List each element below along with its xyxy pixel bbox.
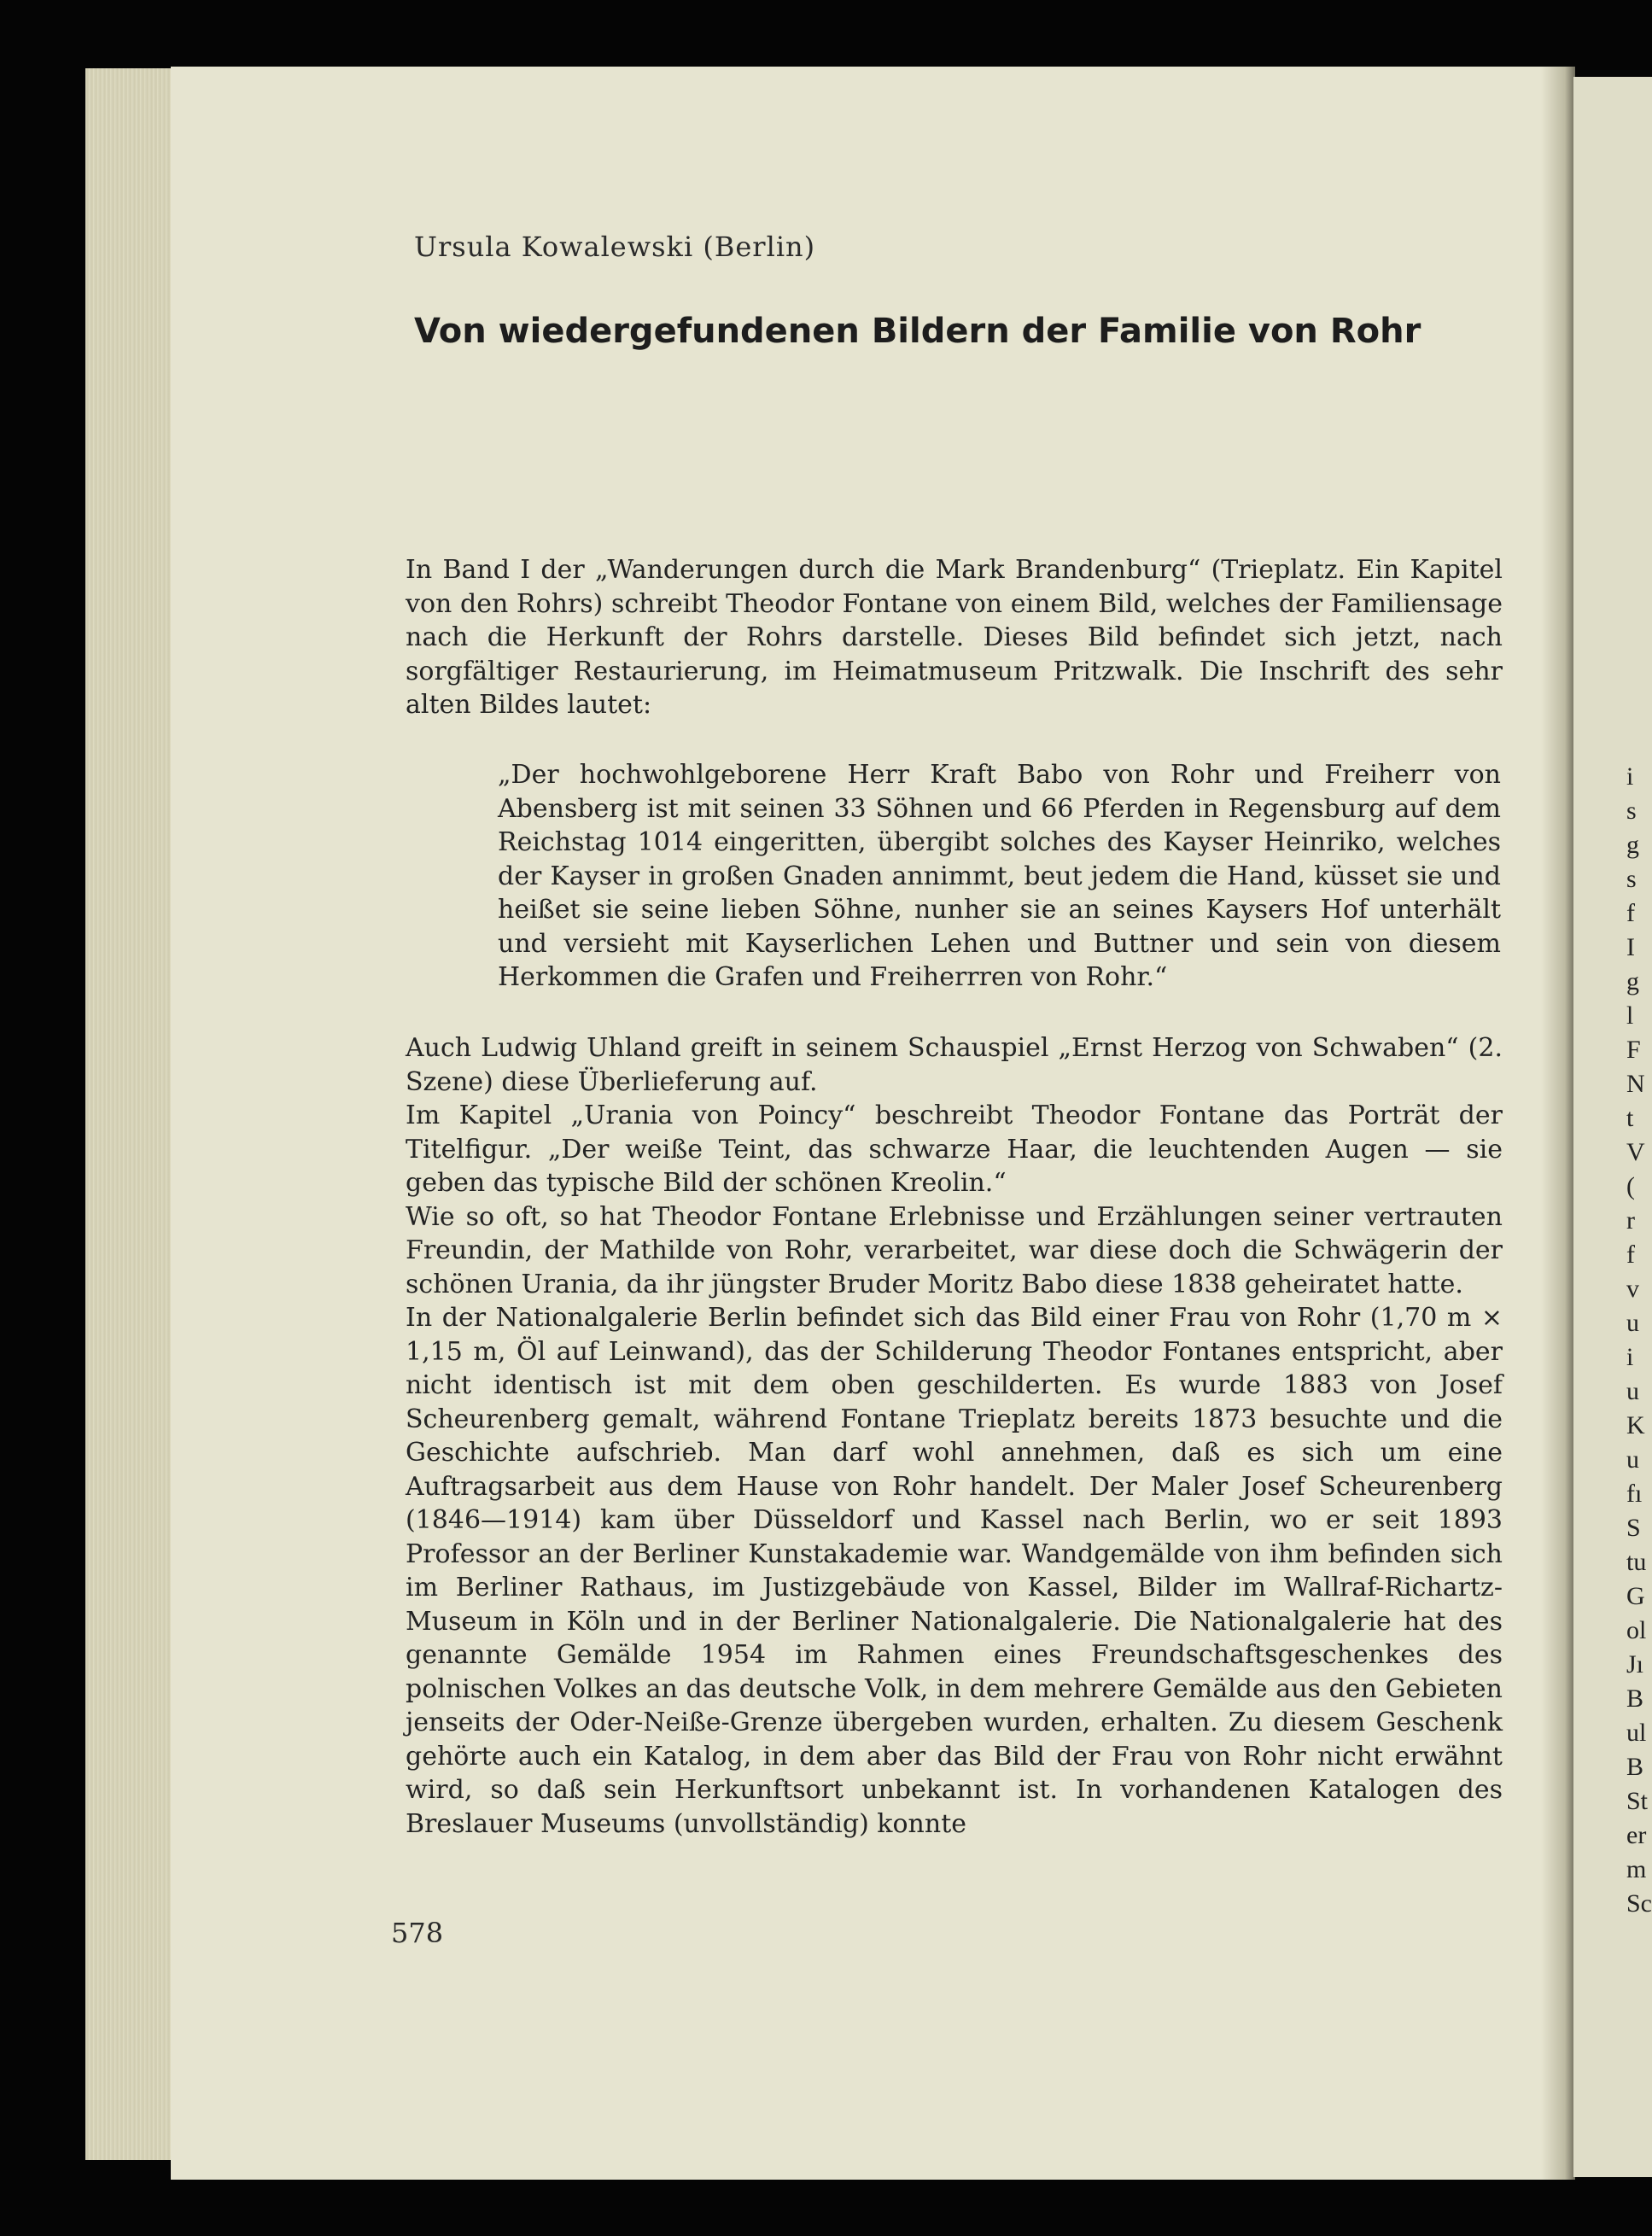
book-gutter: [1541, 67, 1575, 2180]
next-page-letter: [1626, 521, 1652, 555]
main-text: [406, 1031, 1503, 1841]
next-page-letter: [1626, 248, 1652, 282]
paragraph-nationalgalerie: In der Nationalgalerie Berlin befindet sich das Bild einer Frau von Rohr (1,70 m × 1,15 m, Öl auf Leinwand), das der Schilderung Theodor Fontanes entspricht, aber nicht identisch ist mit dem oben geschilderten. Es wurde 1883 von Josef Scheurenberg gemalt, während Fontane Trieplatz bereits 1873 besuchte und die Geschichte aufschrieb. Man darf wohl annehmen, daß es sich um eine Auftragsarbeit aus dem Hause von Rohr handelt. Der Maler Josef Scheurenberg (1846—1914) kam über Düsseldorf und Kassel nach Berlin, wo er seit 1893 Professor an der Berliner Kunstakademie war. Wandgemälde von ihm befinden sich im Berliner Rathaus, im Justizgebäude von Kassel, Bilder im Wallraf-Richartz-Museum in Köln und in der Berliner Nationalgalerie. Die Nationalgalerie hat des genannte Gemälde 1954 im Rahmen eines Freundschaftsgeschenkes des polnischen Volkes an das deutsche Volk, in dem mehrere Gemälde aus den Gebieten jenseits der Oder-Neiße-Grenze übergeben wurden, erhalten. Zu diesem Geschenk gehörte auch ein Katalog, in dem aber das Bild der Frau von Rohr nicht erwähnt wird, so daß sein Herkunftsort unbekannt ist. In vorhandenen Katalogen des Breslauer Museums (unvollständig) konnte: [406, 1303, 1503, 1839]
next-page-letter: Sc: [1626, 1889, 1652, 1918]
article-title: Von wiedergefundenen Bildern der Familie von Rohr: [414, 312, 1421, 351]
next-page-letter: I: [1626, 933, 1635, 961]
next-page-letter: G: [1626, 1582, 1645, 1610]
next-page-letter: [1626, 384, 1652, 418]
next-page-letter: [1626, 657, 1652, 692]
next-page-letter: [1626, 350, 1652, 384]
next-page-edge: [1573, 77, 1652, 2177]
paragraph-uhland: Auch Ludwig Uhland greift in seinem Schauspiel „Ernst Herzog von Schwaben“ (2. Szene) diese Überlieferung auf.: [406, 1033, 1503, 1097]
next-page-letter: B: [1626, 1684, 1644, 1713]
next-page-letter: [1626, 623, 1652, 657]
next-page-letter: s: [1626, 797, 1637, 825]
next-page-letter: i: [1626, 762, 1634, 791]
next-page-letter: ol: [1626, 1616, 1647, 1644]
next-page-letter: [1626, 316, 1652, 350]
paragraph-urania: Im Kapitel „Urania von Poincy“ beschreibt Theodor Fontane das Porträt der Titelfigur. „Der weiße Teint, das schwarze Haar, die leuchtenden Augen — sie geben das typische Bild der schönen Kreolin.“: [406, 1100, 1503, 1198]
next-page-letter: v: [1626, 1275, 1639, 1303]
next-page-letter: er: [1626, 1821, 1647, 1849]
next-page-letter: i: [1626, 1343, 1634, 1371]
next-page-letter: [1626, 77, 1652, 111]
author-line: Ursula Kowalewski (Berlin): [414, 231, 816, 263]
next-page-letter: ul: [1626, 1719, 1647, 1747]
next-page-letter: [1626, 726, 1652, 760]
next-page-letter: [1626, 145, 1652, 179]
next-page-letter: [1626, 487, 1652, 521]
next-page-letter: [1626, 282, 1652, 316]
next-page-letter: V: [1626, 1138, 1645, 1166]
next-page-letter: [1626, 692, 1652, 726]
next-page-letter: [1626, 213, 1652, 248]
next-page-letter: [1626, 418, 1652, 452]
intro-text: In Band I der „Wanderungen durch die Mark Brandenburg“ (Trieplatz. Ein Kapitel von den Rohrs) schreibt Theodor Fontane von einem Bild, welches der Familiensage nach die Herkunft der Rohrs darstelle. Dieses Bild befindet sich jetzt, nach sorgfältiger Restaurierung, im Heimatmuseum Pritzwalk. Die Inschrift des sehr alten Bildes lautet:: [406, 555, 1503, 720]
next-page-letter: [1626, 179, 1652, 213]
next-page-letter: g: [1626, 831, 1639, 859]
next-page-letter: fı: [1626, 1480, 1643, 1508]
next-page-letter: Jı: [1626, 1650, 1644, 1678]
inscription-quote: „Der hochwohlgeborene Herr Kraft Babo von Rohr und Freiherr von Abensberg ist mit seinen 33 Söhnen und 66 Pferden in Regensburg auf dem Reichstag 1014 eingeritten, übergibt solches des Kayser Heinriko, welches der Kayser in großen Gnaden annimmt, beut jedem die Hand, küsset sie und heißet sie seine lieben Söhne, nunher sie an seines Kaysers Hof unterhält und versieht mit Kayserlichen Lehen und Buttner und sein von diesem Herkommen die Grafen und Freiherrren von Rohr.“: [498, 760, 1501, 992]
next-page-letter: u: [1626, 1377, 1639, 1405]
next-page-letter: F: [1626, 1036, 1641, 1064]
next-page-letter: (: [1626, 1172, 1635, 1200]
page-number: 578: [391, 1917, 444, 1949]
next-page-letter: l: [1626, 1001, 1634, 1030]
next-page-letter: S: [1626, 1514, 1641, 1542]
next-page-letter: [1626, 111, 1652, 145]
next-page-letter: N: [1626, 1070, 1645, 1098]
next-page-letter: B: [1626, 1753, 1644, 1781]
next-page-letter: [1626, 555, 1652, 589]
paragraph-mathilde: Wie so oft, so hat Theodor Fontane Erlebnisse und Erzählungen seiner vertrauten Freundin, der Mathilde von Rohr, verarbeitet, war diese doch die Schwägerin der schönen Urania, da ihr jüngster Bruder Moritz Babo diese 1838 geheiratet hatte.: [406, 1201, 1503, 1299]
next-page-letter: f: [1626, 1241, 1635, 1269]
next-page-letter: r: [1626, 1206, 1635, 1235]
next-page-letter: St: [1626, 1787, 1649, 1815]
page-stack-edge: [85, 68, 179, 2160]
intro-paragraph: [406, 553, 1503, 722]
next-page-letter: [1626, 589, 1652, 623]
next-page-letter: tu: [1626, 1548, 1647, 1576]
next-page-letter: f: [1626, 899, 1635, 927]
next-page-letter: u: [1626, 1309, 1639, 1337]
next-page-letter: s: [1626, 865, 1637, 893]
next-page-letter: u: [1626, 1445, 1639, 1474]
next-page-letter: K: [1626, 1411, 1645, 1439]
next-page-letter: t: [1626, 1104, 1634, 1132]
next-page-letter: g: [1626, 967, 1639, 995]
next-page-letter: m: [1626, 1855, 1647, 1883]
next-page-letter: [1626, 452, 1652, 487]
